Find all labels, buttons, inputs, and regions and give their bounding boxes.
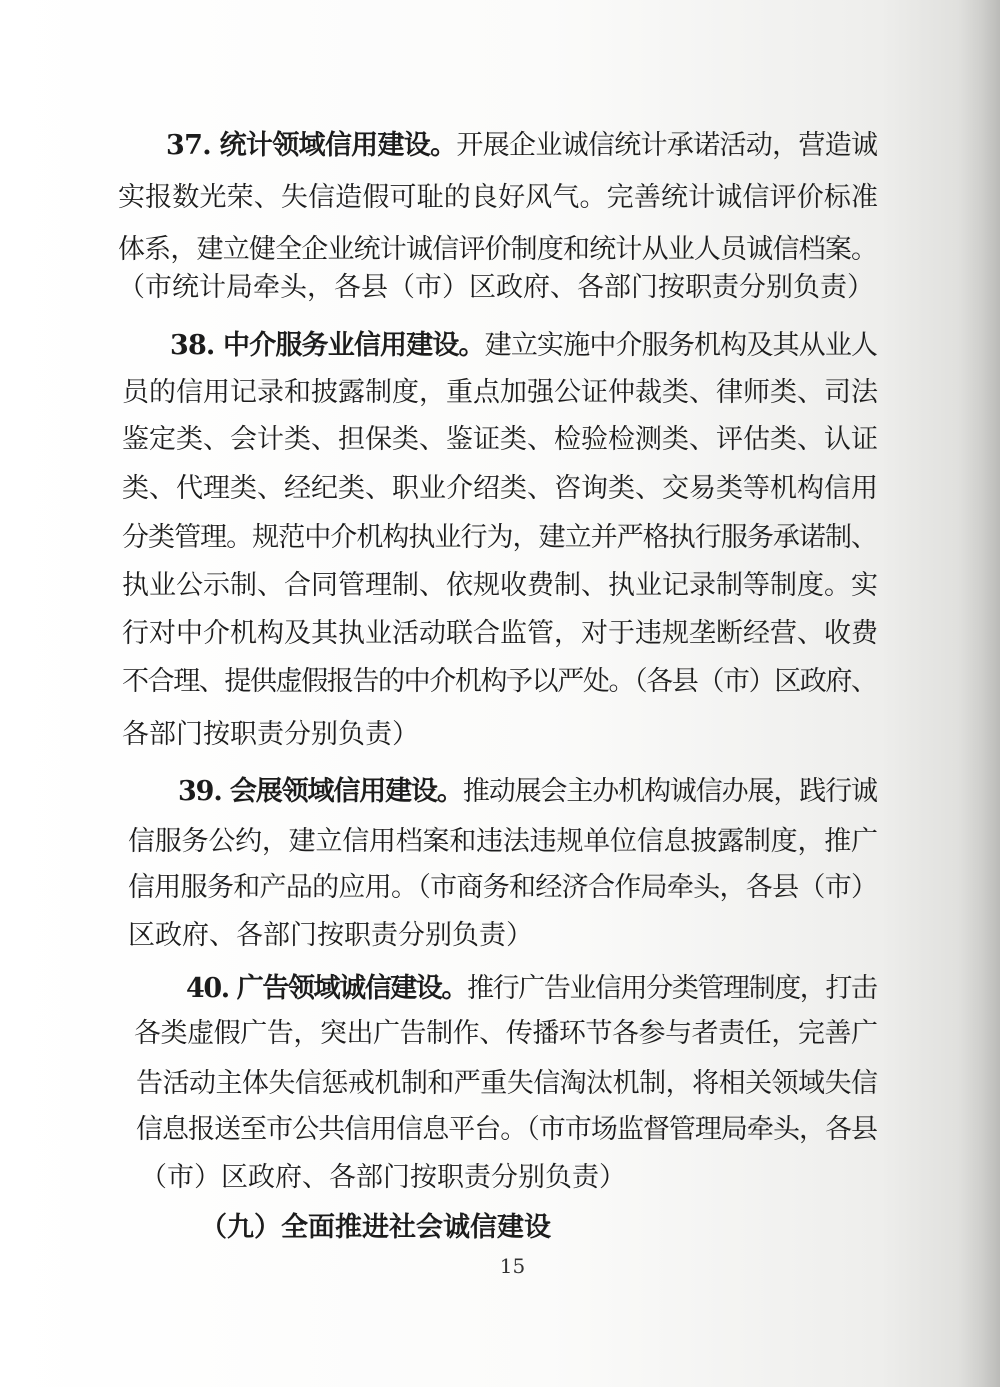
paragraph-40-line-5: （市）区政府、各部门按职责分别负责） [140, 1162, 626, 1193]
paragraph-38-line-3: 鉴定类、会计类、担保类、鉴证类、检验检测类、评估类、认证 [122, 424, 878, 455]
paragraph-40-line-4: 信息报送至市公共信用信息平台。（市市场监督管理局牵头，各县 [136, 1114, 878, 1145]
paragraph-38-heading: 38. 中介服务业信用建设。 [170, 330, 485, 361]
paragraph-38-line-5: 分类管理。规范中介机构执业行为，建立并严格执行服务承诺制、 [122, 522, 878, 553]
section-heading: （九）全面推进社会诚信建设 [200, 1212, 551, 1243]
paragraph-37-line-3: 体系，建立健全企业统计诚信评价制度和统计从业人员诚信档案。 [118, 234, 878, 265]
paragraph-37-line-4: （市统计局牵头，各县（市）区政府、各部门按职责分别负责） [118, 272, 874, 303]
paragraph-40-line-2: 各类虚假广告，突出广告制作、传播环节各参与者责任，完善广 [134, 1018, 878, 1049]
paragraph-40-heading: 40. 广告领域诚信建设。 [186, 973, 468, 1004]
paragraph-40-text: 推行广告业信用分类管理制度，打击 [467, 973, 877, 1004]
paragraph-38-line-6: 执业公示制、合同管理制、依规收费制、执业记录制等制度。实 [122, 570, 878, 601]
paragraph-39-line-1 [178, 766, 877, 818]
paragraph-39-line-3: 信用服务和产品的应用。（市商务和经济合作局牵头，各县（市） [128, 872, 878, 903]
paragraph-38-line-7: 行对中介机构及其执业活动联合监管，对于违规垄断经营、收费 [122, 618, 878, 649]
paragraph-37-line-2: 实报数光荣、失信造假可耻的良好风气。完善统计诚信评价标准 [118, 182, 879, 213]
paragraph-38-line-4: 类、代理类、经纪类、职业介绍类、咨询类、交易类等机构信用 [122, 473, 878, 504]
paragraph-38-text: 建立实施中介服务机构及其从业人 [484, 330, 878, 361]
paragraph-39-line-4: 区政府、各部门按职责分别负责） [128, 920, 533, 951]
paragraph-37-line-1 [166, 120, 877, 172]
paragraph-38-line-9: 各部门按职责分别负责） [122, 719, 419, 750]
page-number: 15 [499, 1254, 526, 1278]
paragraph-39-text: 推动展会主办机构诚信办展，践行诚 [462, 776, 877, 807]
paragraph-40-line-3: 告活动主体失信惩戒机制和严重失信淘汰机制，将相关领域失信 [136, 1068, 878, 1099]
paragraph-38-line-1 [170, 320, 877, 372]
paragraph-39-heading: 39. 会展领域信用建设。 [178, 776, 463, 807]
paragraph-38-line-2: 员的信用记录和披露制度，重点加强公证仲裁类、律师类、司法 [122, 377, 878, 408]
paragraph-37-text: 开展企业诚信统计承诺活动，营造诚 [456, 130, 878, 161]
paragraph-39-line-2: 信服务公约，建立信用档案和违法违规单位信息披露制度，推广 [128, 826, 878, 857]
paragraph-38-line-8: 不合理、提供虚假报告的中介机构予以严处。（各县（市）区政府、 [122, 666, 877, 697]
paragraph-37-heading: 37. 统计领域信用建设。 [166, 130, 457, 161]
